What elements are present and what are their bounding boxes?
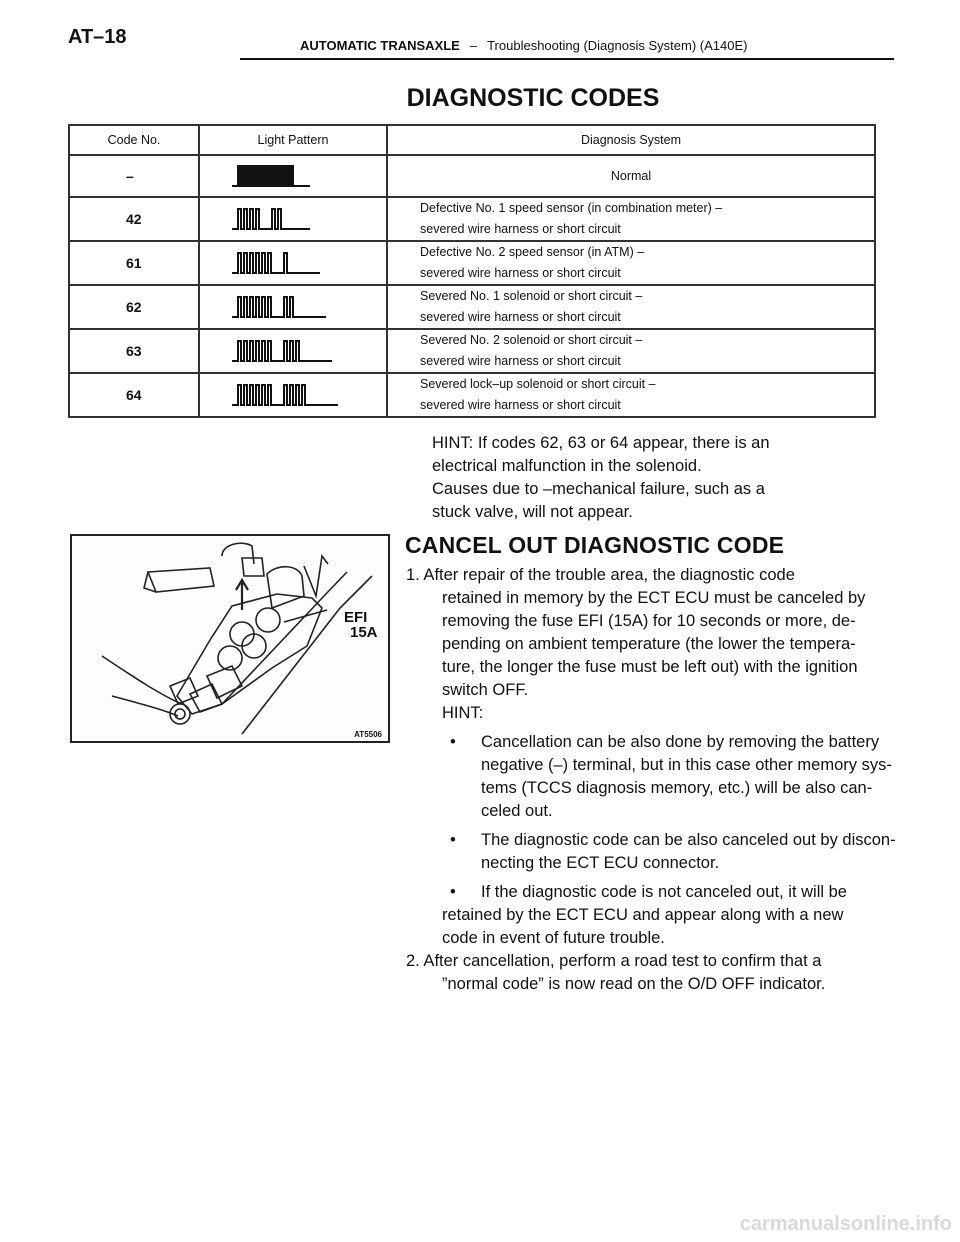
step-1-line: retained in memory by the ECT ECU must be canceled by (442, 589, 866, 607)
bullet-item (406, 731, 918, 823)
step-1-line: ture, the longer the fuse must be left out) with the ignition (442, 658, 858, 676)
bullet-item (406, 881, 918, 950)
bullet-line: negative (–) terminal, but in this case other memory sys- (481, 756, 892, 774)
bullet-icon: • (450, 883, 456, 901)
bullet-line: tems (TCCS diagnosis memory, etc.) will be also can- (481, 779, 873, 797)
system-line-1: Severed lock–up solenoid or short circuit – (420, 377, 656, 391)
table-row (69, 155, 875, 197)
table-header-row (69, 125, 875, 155)
pattern-wave (230, 162, 370, 190)
system-line-1: Defective No. 1 speed sensor (in combination meter) – (420, 201, 723, 215)
system-line-1: Severed No. 1 solenoid or short circuit – (420, 289, 643, 303)
system-cell (387, 329, 875, 373)
fuse-box-drawing (72, 536, 388, 741)
code-cell: 64 (69, 373, 199, 417)
code-cell: 63 (69, 329, 199, 373)
hint-label: HINT: (442, 704, 484, 722)
system-line-2: severed wire harness or short circuit (420, 222, 621, 236)
hint-paragraph (432, 432, 832, 524)
system-normal: Normal (387, 155, 875, 197)
fuse-label-rating: 15A (350, 624, 378, 641)
step-1-line: pending on ambient temperature (the lower the tempera- (442, 635, 856, 653)
system-line-2: severed wire harness or short circuit (420, 310, 621, 324)
bullet-line: If the diagnostic code is not canceled out, it will be (481, 883, 847, 901)
table-row (69, 329, 875, 373)
system-line-1: Severed No. 2 solenoid or short circuit – (420, 333, 643, 347)
table-row (69, 373, 875, 417)
step-1-line: 1. After repair of the trouble area, the diagnostic code (406, 566, 795, 584)
code-cell: – (69, 155, 199, 197)
bullet-line: code in event of future trouble. (442, 929, 665, 947)
pattern-wave (230, 293, 370, 321)
figure-reference: AT5506 (354, 730, 382, 739)
light-pattern-63 (199, 329, 387, 373)
light-pattern-64 (199, 373, 387, 417)
fuse-label (344, 610, 378, 640)
cancel-instructions (406, 564, 918, 996)
watermark: carmanualsonline.info (739, 1213, 952, 1235)
table-row (69, 241, 875, 285)
system-line-2: severed wire harness or short circuit (420, 398, 621, 412)
light-pattern-61 (199, 241, 387, 285)
header-separator: – (469, 38, 478, 53)
system-line-2: severed wire harness or short circuit (420, 354, 621, 368)
col-header-code: Code No. (69, 125, 199, 155)
table-row (69, 197, 875, 241)
system-line-2: severed wire harness or short circuit (420, 266, 621, 280)
hint-line: stuck valve, will not appear. (432, 503, 633, 521)
pattern-wave (230, 205, 370, 233)
diagnostic-codes-table (68, 124, 876, 418)
pattern-wave (230, 337, 370, 365)
bullet-icon: • (450, 733, 456, 751)
subsection-title: Troubleshooting (Diagnosis System) (A140E) (487, 38, 748, 53)
system-cell (387, 197, 875, 241)
light-pattern-42 (199, 197, 387, 241)
col-header-pattern: Light Pattern (199, 125, 387, 155)
step-2-line: ”normal code” is now read on the O/D OFF indicator. (442, 975, 826, 993)
light-pattern-62 (199, 285, 387, 329)
bullet-line: necting the ECT ECU connector. (481, 854, 720, 872)
header-rule (240, 58, 894, 60)
diagnostic-codes-title: DIAGNOSTIC CODES (406, 84, 660, 112)
light-pattern-normal (199, 155, 387, 197)
col-header-system: Diagnosis System (387, 125, 875, 155)
fuse-label-name: EFI (344, 609, 368, 626)
step-1-line: removing the fuse EFI (15A) for 10 seconds or more, de- (442, 612, 856, 630)
code-cell: 42 (69, 197, 199, 241)
bullet-item (406, 829, 918, 875)
system-line-1: Defective No. 2 speed sensor (in ATM) – (420, 245, 645, 259)
hint-line: Causes due to –mechanical failure, such as a (432, 480, 765, 498)
system-cell (387, 373, 875, 417)
system-cell (387, 285, 875, 329)
cancel-section-title: CANCEL OUT DIAGNOSTIC CODE (405, 532, 785, 558)
bullet-line: Cancellation can be also done by removing the battery (481, 733, 880, 751)
code-cell: 62 (69, 285, 199, 329)
bullet-line: retained by the ECT ECU and appear along with a new (442, 906, 844, 924)
hint-line: electrical malfunction in the solenoid. (432, 457, 702, 475)
section-title: AUTOMATIC TRANSAXLE (300, 38, 460, 53)
step-1-line: switch OFF. (442, 681, 529, 699)
running-header (300, 38, 747, 53)
bullet-icon: • (450, 831, 456, 849)
page-number: AT–18 (68, 26, 127, 48)
table-row (69, 285, 875, 329)
hint-line: HINT: If codes 62, 63 or 64 appear, there is an (432, 434, 770, 452)
bullet-line: celed out. (481, 802, 553, 820)
pattern-wave (230, 381, 370, 409)
code-cell: 61 (69, 241, 199, 285)
pattern-wave (230, 249, 370, 277)
system-cell (387, 241, 875, 285)
bullet-line: The diagnostic code can be also canceled out by discon- (481, 831, 896, 849)
step-2-line: 2. After cancellation, perform a road test to confirm that a (406, 952, 822, 970)
fuse-box-illustration (70, 534, 390, 743)
